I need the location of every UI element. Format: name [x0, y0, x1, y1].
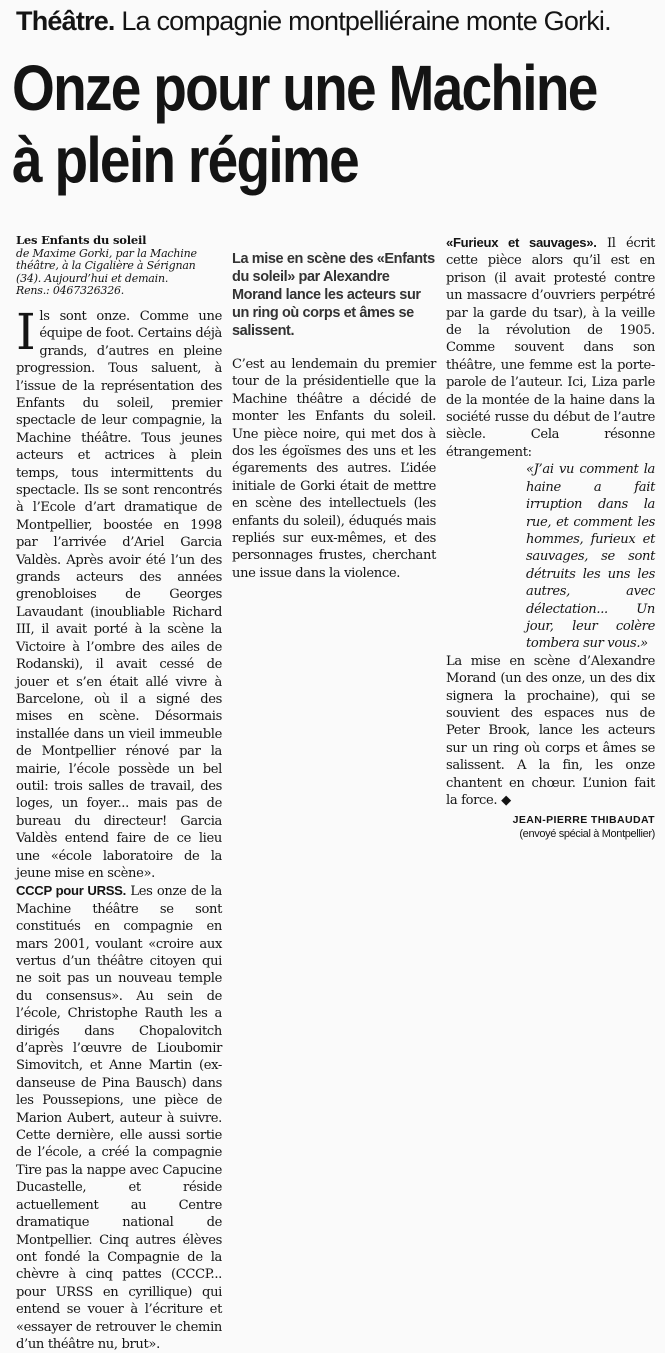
paragraph-3: C’est au lendemain du premier tour de la présidentielle que la Machine théâtre a décidé de monter les Enfants du soleil. Une pièce noire, qui met dos à dos les égoïsmes des uns et les égarements des autres. L’idée initiale de Gorki était de mettre en scène des intellectuels (les enfants du soleil), éduqués mais repliés sur eux-mêmes, et des personnages frustes, cherchant une issue dans la violence.: [232, 357, 436, 581]
play-title: Les Enfants du soleil: [16, 233, 147, 247]
article-column-1: [16, 234, 222, 1353]
headline: [12, 52, 597, 196]
author-note: (envoyé spécial à Montpellier): [519, 828, 655, 841]
kicker-subtitle: La compagnie montpelliéraine monte Gorki.: [121, 6, 611, 36]
kicker: [16, 6, 611, 37]
section-label: Théâtre.: [16, 6, 115, 36]
pull-quote: La mise en scène des «Enfants du soleil» par Alexandre Morand lance les acteurs sur un ring où corps et âmes se salissent.: [232, 251, 435, 339]
article-intro: [16, 302, 222, 882]
drop-cap: I: [16, 302, 36, 361]
subhead-furieux: «Furieux et sauvages».: [446, 235, 597, 250]
quote-text: «J’ai vu comment la haine a fait irruption dans la rue, et comment les hommes, furieux et sauvages, se sont détruits les uns les autres, avec délectation... Un jour, leur colère tombera sur vous.»: [526, 462, 655, 652]
author-name: JEAN-PIERRE THIBAUDAT: [512, 814, 655, 827]
end-mark-icon: ◆: [501, 793, 511, 808]
paragraph-5: [446, 653, 655, 810]
info-box: [16, 234, 222, 298]
paragraph-2-start: Les onze de la Machine théâtre se sont constitués en compagnie en mars 2001, voulant «croire aux vertus d’un théâtre citoyen qui ne soit pas un nouveau temple du consensus». Au sein de l’école, Christophe Rauth les a dirigés dans Chopalovitch d’après l’œuvre de Lioubomir Simovitch, et Anne Martin (ex-danseuse de Pina Bausch) dans les Poussepions, une pièce de Marion Aubert, auteur à suivre. Cette dernière, elle aussi sortie de l’école, a créé la compagnie Tire pas la nappe avec Capucine Ducastelle, et réside actuellement au Centre dramatique national de Montpellier. Cinq autres élèves ont fondé la Compagnie de la chèvre à cinq pattes (CCCP... pour URSS en cyrillique) qui entend se vouer à l’écriture et «essayer de retrouver le chemin d’un théâtre nu, brut».: [16, 884, 222, 1352]
headline-line-2: à plein régime: [12, 124, 359, 196]
article-column-2: [232, 234, 436, 582]
paragraph-5-text: La mise en scène d’Alexandre Morand (un des onze, un des dix signera la prochaine), qui se souvient des espaces nus de Peter Brook, lance les acteurs sur un ring où corps et âmes se salissent. A la fin, les onze chantent en chœur. L’union fait la force.: [446, 653, 655, 808]
byline: [446, 813, 655, 841]
subhead-cccp: CCCP pour URSS.: [16, 883, 126, 899]
paragraph-furieux: [446, 234, 655, 461]
play-phone: Rens.: 0467326326.: [16, 284, 125, 298]
paragraph-4: Il écrit cette pièce alors qu’il est en prison (il avait protesté contre un massacre d’ouvriers perpétré par la garde du tsar), à la veille de la révolution de 1905. Comme souvent dans son théâtre, une femme est la porte-parole de l’auteur. Ici, Liza parle de la montée de la haine dans la société russe du début de l’autre siècle. Cela résonne étrangement:: [446, 236, 655, 460]
block-quote: [446, 461, 655, 652]
play-details: de Maxime Gorki, par la Machine théâtre, à la Cigalière à Sérignan (34). Aujourd’hui et demain.: [16, 246, 197, 285]
article-column-3: [446, 234, 655, 841]
headline-line-1: Onze pour une Machine: [12, 52, 597, 124]
paragraph-cccp: [16, 882, 222, 1353]
paragraph-1: ls sont onze. Comme une équipe de foot. Certains déjà grands, d’autres en pleine progression. Tous saluent, à l’issue de la représentation des Enfants du soleil, premier spectacle de leur compagnie, la Machine théâtre. Tous jeunes acteurs et actrices à plein temps, tous intermittents du spectacle. Ils se sont rencontrés à l’Ecole d’art dramatique de Montpellier, boostée en 1998 par l’arrivée d’Ariel Garcia Valdès. Après avoir été l’un des grands acteurs des années grenobloises de Georges Lavaudant (inoubliable Richard III, il avait porté à la scène la Victoire à l’ombre des ailes de Rodanski), il avait cessé de jouer et s’en était allé vivre à Barcelone, où il a signé des mises en scène. Désormais installée dans un vieil immeuble de Montpellier rénové par la mairie, l’école possède un bel outil: trois salles de travail, des loges, un foyer... mais pas de bureau du directeur! Garcia Valdès entend faire de ce lieu une «école laboratoire de la jeune mise en scène».: [16, 308, 222, 881]
